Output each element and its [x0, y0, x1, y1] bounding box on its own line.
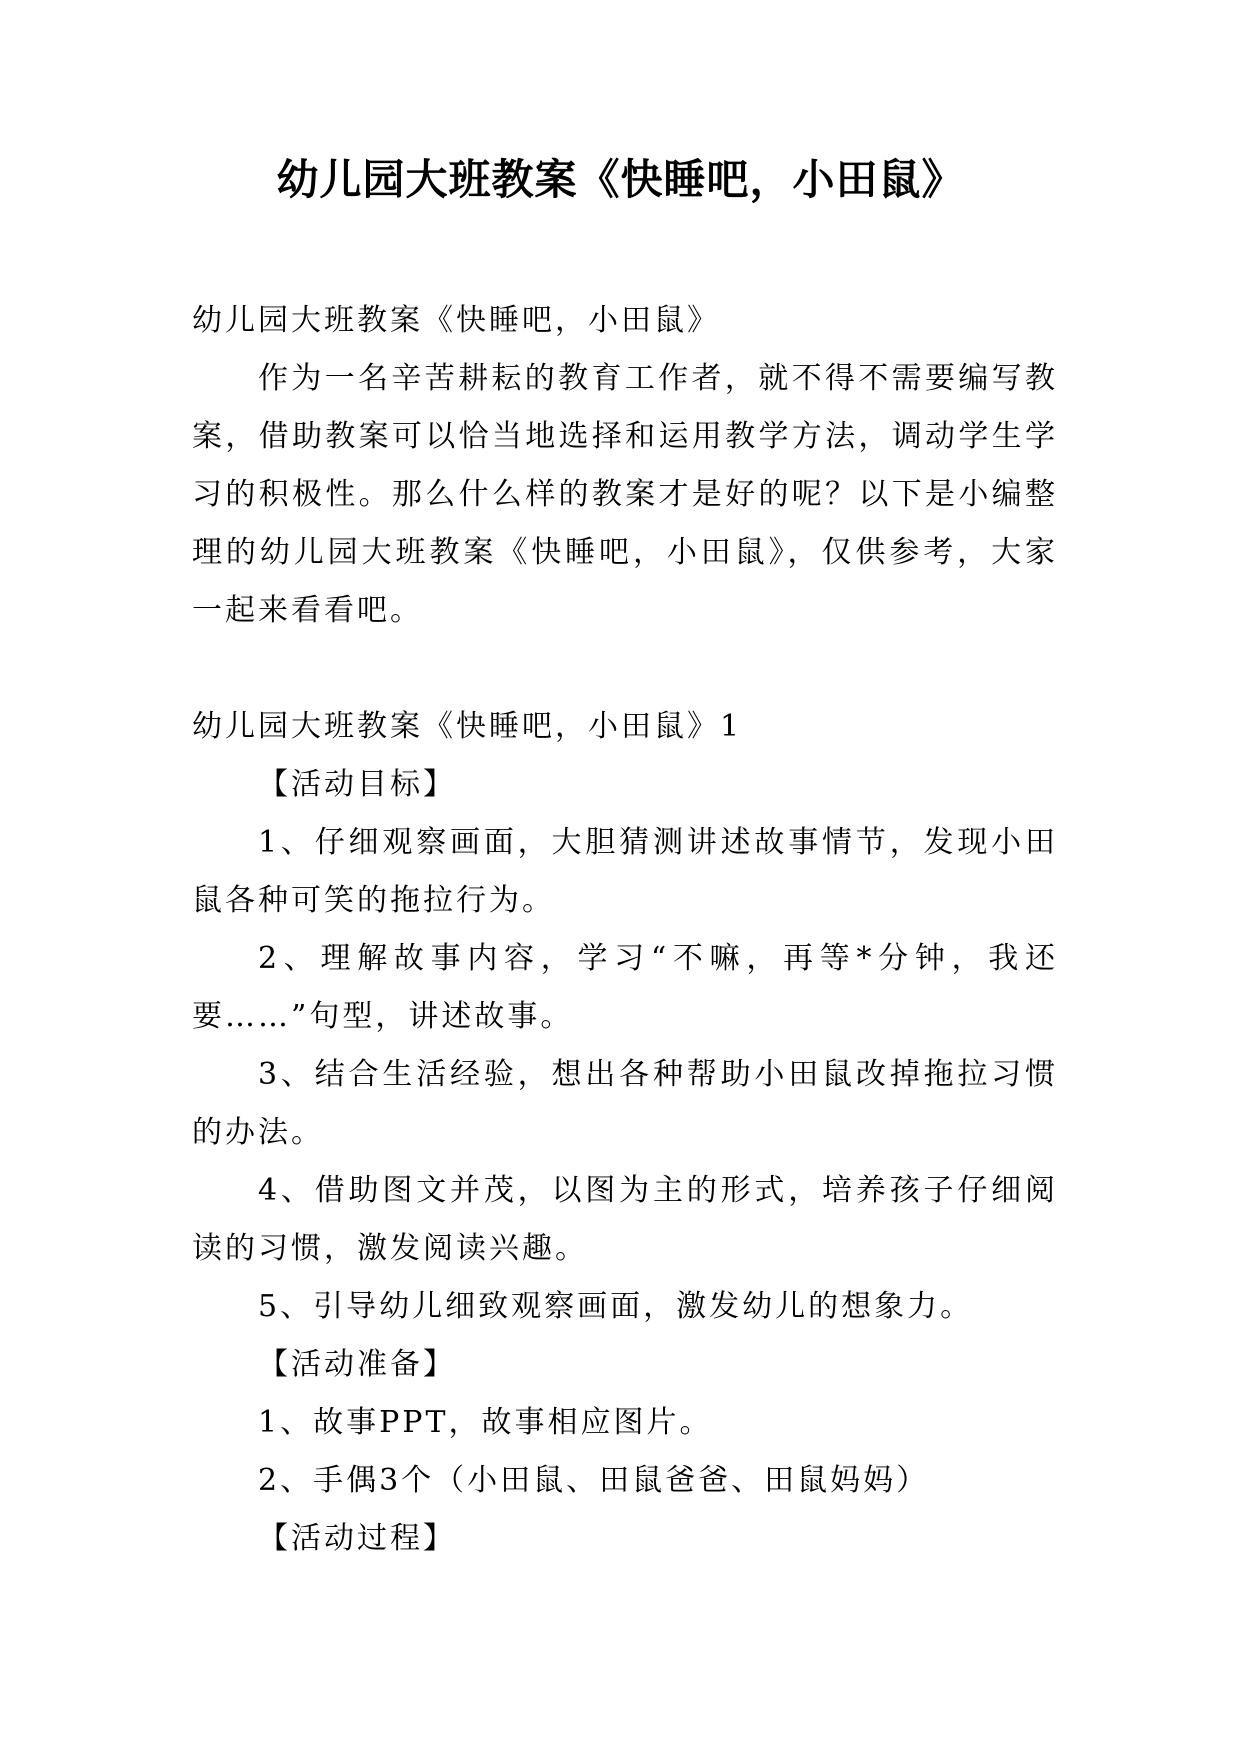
paragraph-line: 3、结合生活经验，想出各种帮助小田鼠改掉拖拉习惯 — [258, 1057, 1058, 1092]
paragraph-line: 一起来看看吧。 — [192, 593, 423, 628]
process-heading: 【活动过程】 — [258, 1521, 456, 1556]
goal-item — [192, 1046, 1058, 1162]
goal-item — [192, 1162, 1058, 1278]
prep-item: 2、手偶3个（小田鼠、田鼠爸爸、田鼠妈妈） — [258, 1463, 930, 1498]
spacer — [192, 640, 1058, 698]
paragraph-line: 案，借助教案可以恰当地选择和运用教学方法，调动学生学 — [192, 419, 1058, 454]
goal-item: 5、引导幼儿细致观察画面，激发幼儿的想象力。 — [258, 1289, 974, 1324]
paragraph-line: 作为一名辛苦耕耘的教育工作者，就不得不需要编写教 — [258, 361, 1058, 396]
paragraph-line: 理的幼儿园大班教案《快睡吧，小田鼠》，仅供参考，大家 — [192, 535, 1058, 570]
paragraph-line: 的办法。 — [192, 1115, 324, 1150]
section-heading: 幼儿园大班教案《快睡吧，小田鼠》1 — [192, 709, 743, 744]
goal-item — [192, 930, 1058, 1046]
prep-heading: 【活动准备】 — [258, 1347, 456, 1382]
document-body — [192, 292, 1058, 1568]
intro-paragraph — [192, 350, 1058, 640]
paragraph-line: 要……”句型，讲述故事。 — [192, 999, 574, 1034]
goals-heading: 【活动目标】 — [258, 767, 456, 802]
paragraph-line: 4、借助图文并茂，以图为主的形式，培养孩子仔细阅 — [258, 1173, 1058, 1208]
paragraph-line: 鼠各种可笑的拖拉行为。 — [192, 883, 555, 918]
paragraph-line: 2、理解故事内容，学习“不嘛，再等*分钟，我还 — [258, 941, 1058, 976]
intro-heading: 幼儿园大班教案《快睡吧，小田鼠》 — [192, 303, 720, 338]
paragraph-line: 读的习惯，激发阅读兴趣。 — [192, 1231, 588, 1266]
goal-item — [192, 814, 1058, 930]
paragraph-line: 习的积极性。那么什么样的教案才是好的呢？以下是小编整 — [192, 477, 1058, 512]
document-title: 幼儿园大班教案《快睡吧，小田鼠》 — [276, 155, 965, 204]
paragraph-line: 1、仔细观察画面，大胆猜测讲述故事情节，发现小田 — [258, 825, 1058, 860]
prep-item: 1、故事PPT，故事相应图片。 — [258, 1405, 713, 1440]
